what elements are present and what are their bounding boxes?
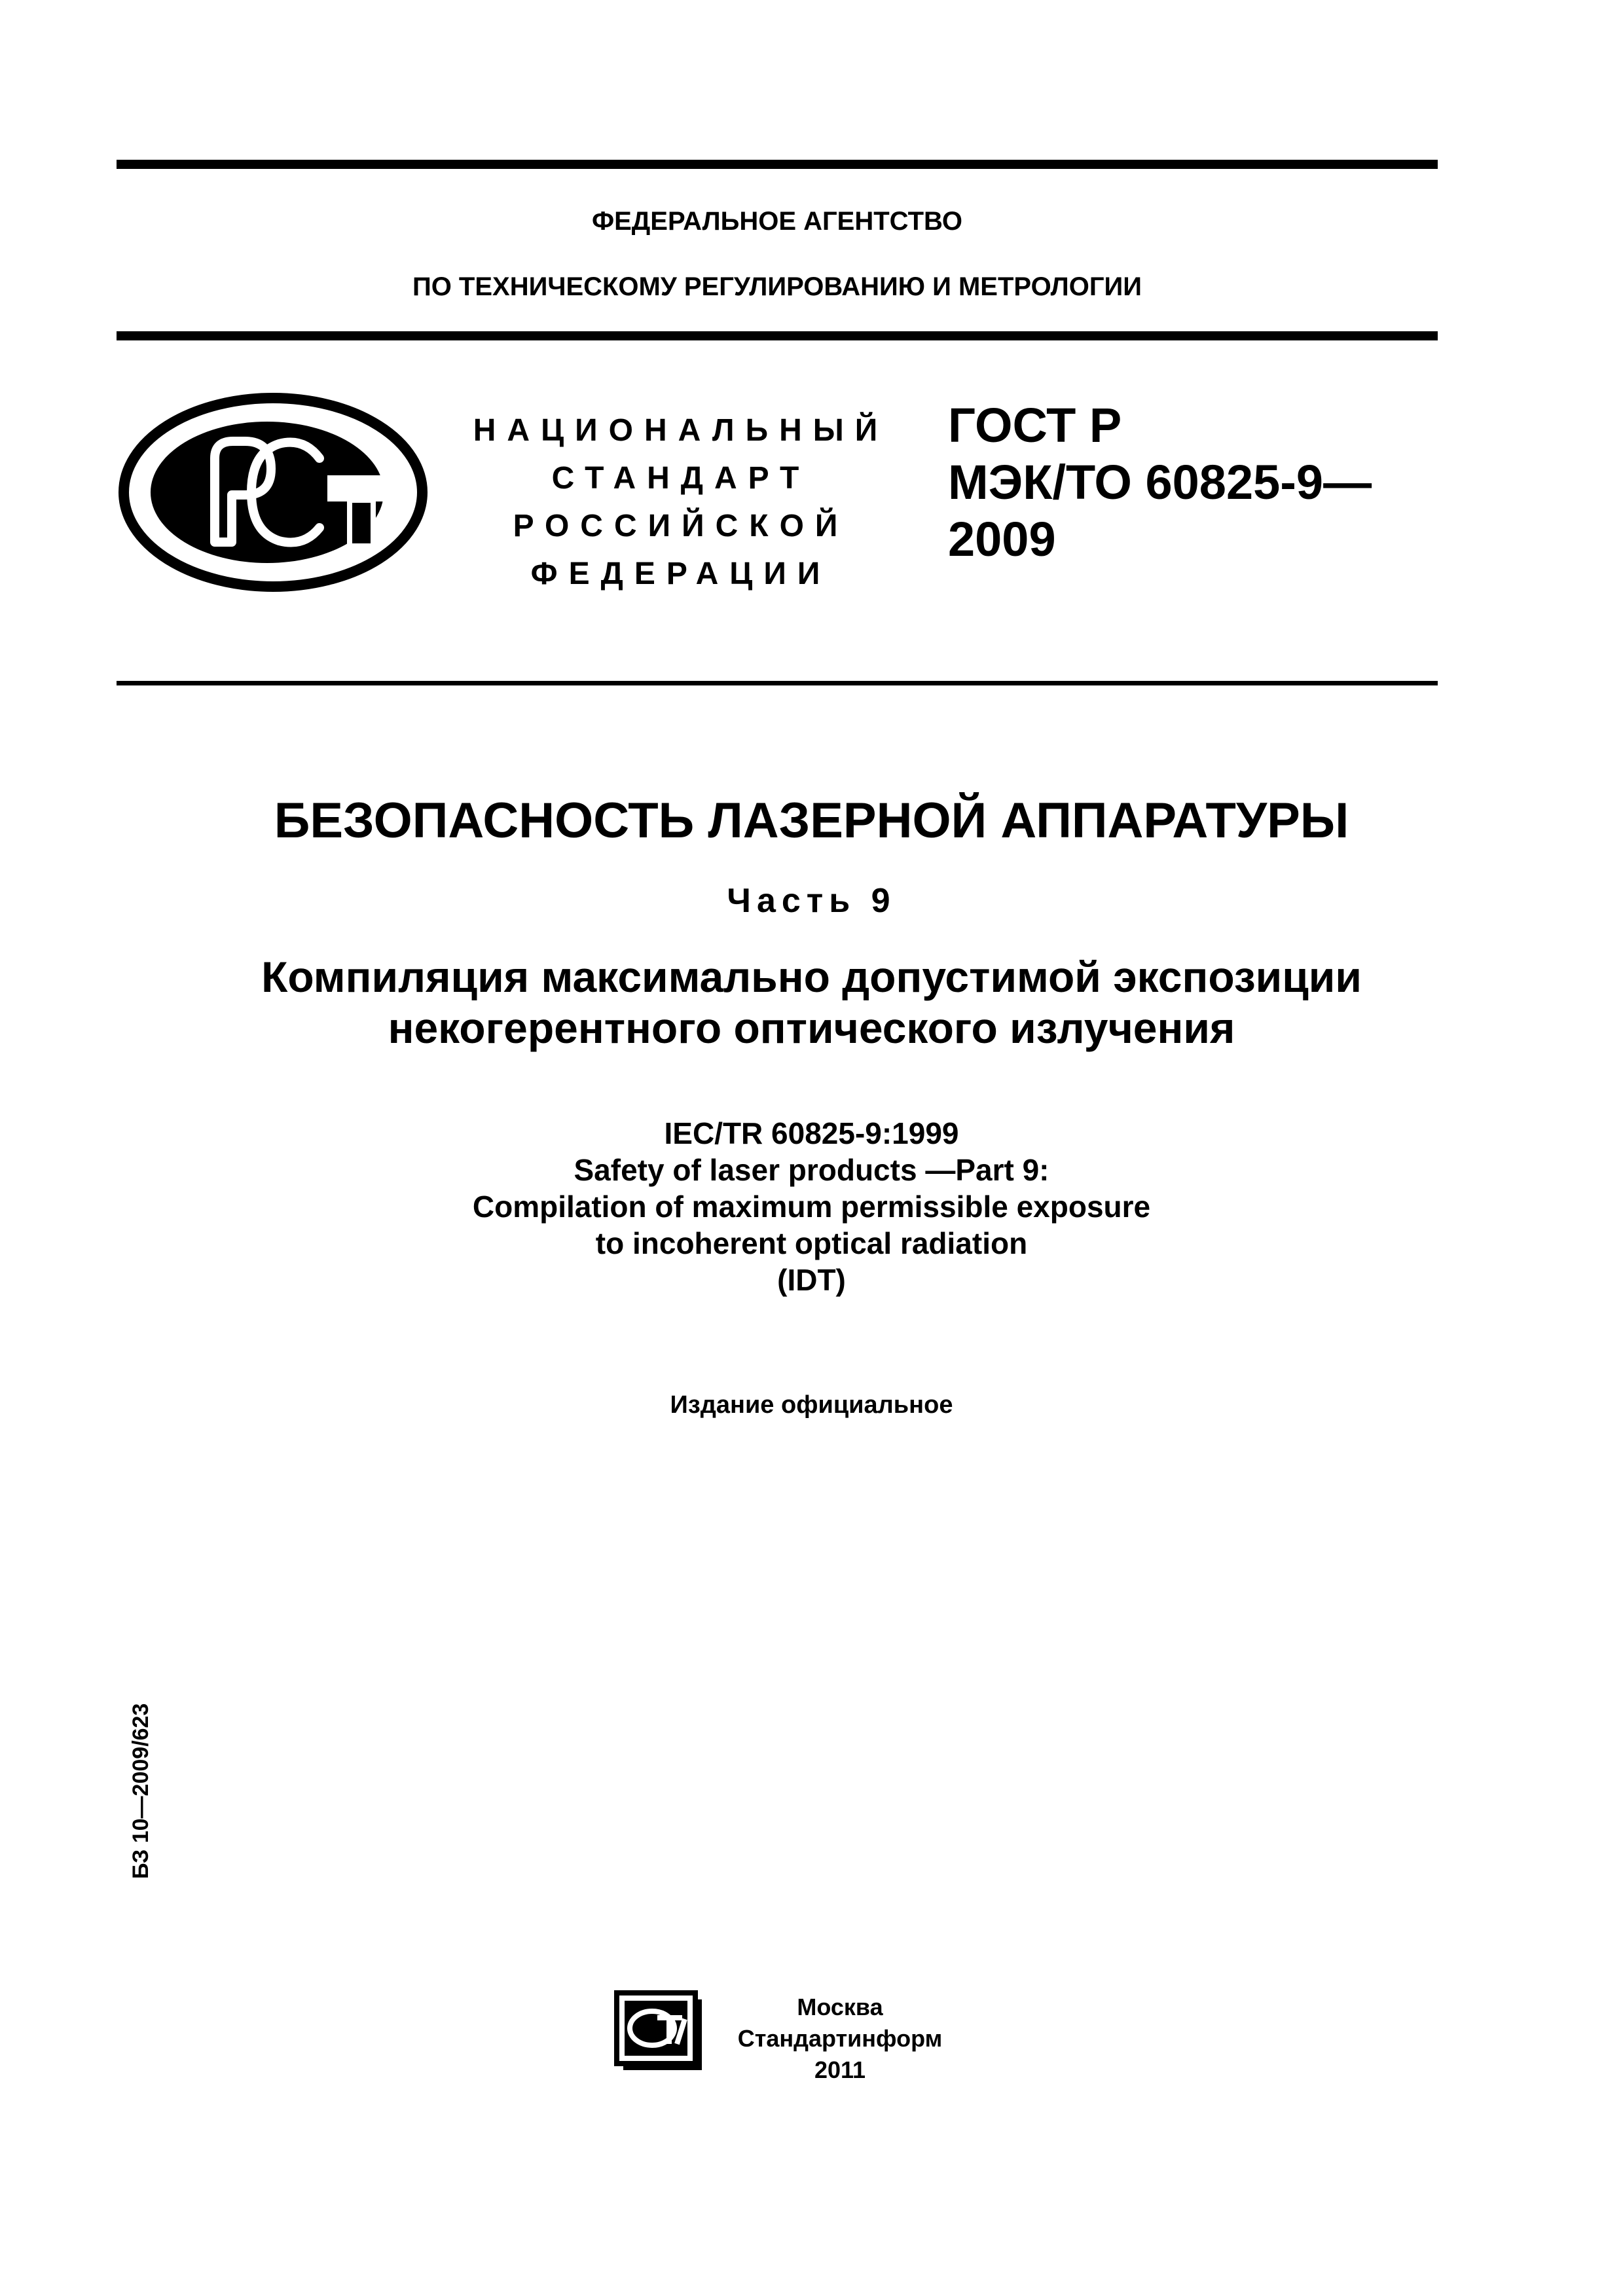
agency-line-2: ПО ТЕХНИЧЕСКОМУ РЕГУЛИРОВАНИЮ И МЕТРОЛОГИИ <box>412 272 1142 301</box>
rst-certification-logo <box>117 390 429 594</box>
iec-line-5: (IDT) <box>777 1263 846 1297</box>
national-line-3: РОССИЙСКОЙ <box>513 509 849 543</box>
iec-line-2: Safety of laser products —Part 9: <box>574 1153 1049 1187</box>
part-number: Часть 9 <box>727 882 896 920</box>
divider-rule <box>117 681 1438 685</box>
national-line-2: СТАНДАРТ <box>551 461 811 496</box>
gost-designation-line-3: 2009 <box>948 512 1056 566</box>
iec-line-4: to incoherent optical radiation <box>595 1226 1028 1260</box>
header-rule <box>117 331 1438 340</box>
edition-label: Издание официальное <box>670 1391 953 1419</box>
publisher-name: Стандартинформ <box>737 2025 943 2052</box>
standartinform-logo <box>614 1990 706 2073</box>
publisher-city: Москва <box>797 1994 883 2020</box>
gost-designation-line-1: ГОСТ Р <box>948 398 1122 452</box>
subtitle-line-2: некогерентного оптического излучения <box>388 1004 1235 1052</box>
gost-designation-line-2: МЭК/ТО 60825-9— <box>948 455 1372 509</box>
iec-line-3: Compilation of maximum permissible exposure <box>472 1190 1151 1224</box>
side-registration-code: БЗ 10—2009/623 <box>128 1703 153 1879</box>
agency-line-1: ФЕДЕРАЛЬНОЕ АГЕНТСТВО <box>591 207 963 236</box>
document-title: БЕЗОПАСНОСТЬ ЛАЗЕРНОЙ АППАРАТУРЫ <box>274 793 1349 848</box>
national-line-1: НАЦИОНАЛЬНЫЙ <box>473 413 889 448</box>
subtitle-line-1: Компиляция максимально допустимой экспозиции <box>261 953 1362 1001</box>
national-line-4: ФЕДЕРАЦИИ <box>530 556 831 591</box>
top-rule <box>117 160 1438 169</box>
publication-year: 2011 <box>814 2056 866 2083</box>
iec-line-1: IEC/TR 60825-9:1999 <box>664 1116 959 1150</box>
